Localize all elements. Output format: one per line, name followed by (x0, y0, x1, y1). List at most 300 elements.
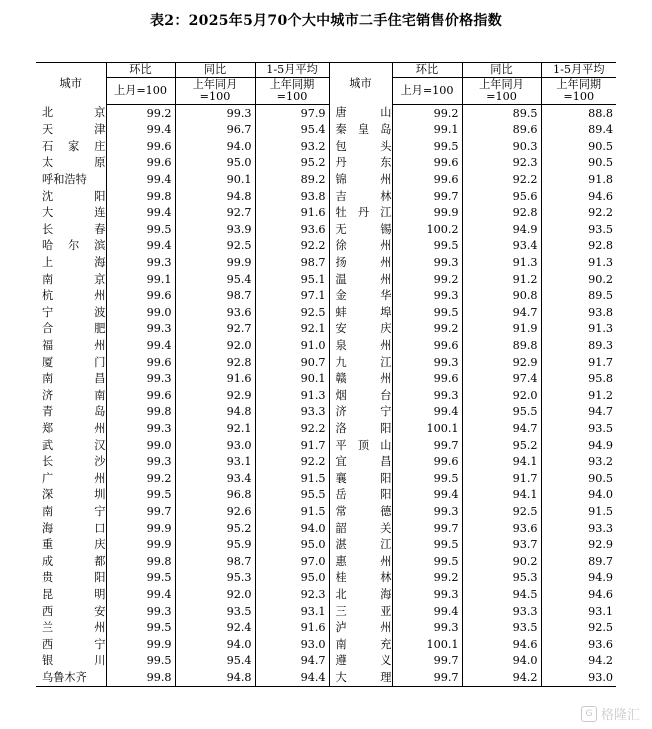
avg-value: 95.8 (541, 371, 616, 388)
table-body (36, 105, 616, 687)
city-header-right: 城市 (329, 63, 392, 105)
avg-value: 93.1 (255, 603, 329, 620)
city-name: 南 充 (335, 637, 392, 651)
city-name: 蚌 埠 (335, 305, 392, 319)
avg-value: 95.2 (255, 155, 329, 172)
mom-value: 99.1 (106, 271, 175, 288)
mom-value: 99.6 (392, 337, 462, 354)
avg-value: 93.2 (541, 453, 616, 470)
avg-value: 98.7 (255, 254, 329, 271)
avg-value: 94.7 (255, 653, 329, 670)
avg-value: 93.3 (541, 520, 616, 537)
yoy-value: 93.4 (175, 470, 255, 487)
table-row (36, 155, 616, 172)
mom-value: 99.8 (106, 404, 175, 421)
mom-value: 99.4 (392, 487, 462, 504)
avg-value: 92.2 (255, 420, 329, 437)
mom-value: 99.7 (392, 653, 462, 670)
mom-value: 99.6 (392, 453, 462, 470)
avg-value: 91.6 (255, 205, 329, 222)
table-row (36, 603, 616, 620)
yoy-value: 90.8 (462, 288, 541, 305)
city-name: 泉 州 (335, 339, 392, 352)
yoy-value: 95.2 (175, 520, 255, 537)
avg-value: 97.1 (255, 288, 329, 305)
yoy-value: 91.7 (462, 470, 541, 487)
table-row (36, 520, 616, 537)
yoy-value: 93.6 (175, 304, 255, 321)
yoy-value: 94.2 (462, 669, 541, 686)
mom-value: 99.8 (106, 669, 175, 686)
mom-value: 99.5 (392, 470, 462, 487)
table-row (36, 105, 616, 122)
mom-value: 99.5 (106, 570, 175, 587)
header-row-2 (36, 78, 616, 105)
yoy-value: 93.6 (462, 520, 541, 537)
city-name: 杭 州 (42, 289, 106, 303)
yoy-value: 93.7 (462, 536, 541, 553)
city-cell (329, 371, 392, 388)
city-name: 惠 州 (335, 554, 392, 568)
avg-header: 1-5月平均 (255, 63, 329, 78)
yoy-value: 89.8 (462, 337, 541, 354)
mom-value: 99.7 (392, 437, 462, 454)
table-row (36, 503, 616, 520)
avg-value: 93.5 (541, 221, 616, 238)
avg-value: 91.5 (541, 503, 616, 520)
city-cell (36, 155, 106, 172)
mom-value: 99.9 (392, 205, 462, 222)
mom-value: 99.4 (106, 337, 175, 354)
avg-value: 93.0 (541, 669, 616, 686)
city-cell (36, 138, 106, 155)
avg-value: 93.2 (255, 138, 329, 155)
mom-value: 99.3 (106, 254, 175, 271)
mom-value: 99.3 (392, 586, 462, 603)
avg-value: 93.6 (255, 221, 329, 238)
yoy-value: 90.2 (462, 553, 541, 570)
table-row (36, 337, 616, 354)
mom-value: 99.8 (106, 553, 175, 570)
yoy-value: 93.3 (462, 603, 541, 620)
city-cell (36, 337, 106, 354)
city-name: 济 南 (42, 388, 106, 402)
yoy-value: 93.4 (462, 238, 541, 255)
city-cell (36, 387, 106, 404)
city-name: 宜 昌 (335, 455, 392, 469)
city-cell (329, 138, 392, 155)
mom-value: 99.9 (106, 520, 175, 537)
city-name: 沈 阳 (42, 189, 106, 203)
yoy-value: 93.0 (175, 437, 255, 454)
yoy-value: 98.7 (175, 288, 255, 305)
city-name: 牡 丹 江 (335, 206, 392, 220)
header-row-1 (36, 63, 616, 78)
city-name: 南 昌 (42, 372, 106, 386)
mom-value: 99.6 (106, 138, 175, 155)
mom-value: 99.2 (392, 321, 462, 338)
city-cell (36, 636, 106, 653)
city-name: 石 家 庄 (42, 139, 106, 153)
yoy-value: 94.8 (175, 404, 255, 421)
table-row (36, 221, 616, 238)
city-name: 包 头 (335, 139, 392, 153)
yoy-value: 92.0 (175, 586, 255, 603)
table-row (36, 188, 616, 205)
city-cell (329, 122, 392, 139)
table-row (36, 420, 616, 437)
mom-value: 99.5 (392, 304, 462, 321)
city-cell (36, 437, 106, 454)
mom-value: 99.5 (392, 238, 462, 255)
city-cell (329, 271, 392, 288)
city-name: 武 汉 (42, 438, 106, 452)
table-row (36, 304, 616, 321)
city-cell (36, 321, 106, 338)
table-row (36, 453, 616, 470)
yoy-value: 92.0 (175, 337, 255, 354)
avg-value: 94.7 (541, 404, 616, 421)
avg-value: 91.5 (255, 503, 329, 520)
yoy-value: 94.8 (175, 669, 255, 686)
yoy-value: 91.3 (462, 254, 541, 271)
avg-value: 92.3 (255, 586, 329, 603)
mom-value: 99.9 (106, 536, 175, 553)
yoy-value: 90.1 (175, 171, 255, 188)
mom-value: 99.3 (392, 288, 462, 305)
mom-value: 100.1 (392, 420, 462, 437)
city-name: 宁 波 (42, 305, 106, 319)
avg-value: 94.0 (541, 487, 616, 504)
city-name: 唐 山 (335, 106, 392, 120)
mom-value: 99.7 (106, 503, 175, 520)
city-name: 广 州 (42, 471, 106, 485)
city-cell (329, 470, 392, 487)
avg-value: 94.2 (541, 653, 616, 670)
city-name: 长 春 (42, 222, 106, 236)
yoy-value: 91.6 (175, 371, 255, 388)
city-cell (36, 603, 106, 620)
table-row (36, 171, 616, 188)
mom-value: 99.7 (392, 520, 462, 537)
mom-value: 99.9 (106, 636, 175, 653)
city-name: 海 口 (42, 521, 106, 535)
avg-value: 90.7 (255, 354, 329, 371)
yoy-value: 95.5 (462, 404, 541, 421)
city-name: 厦 门 (42, 355, 106, 369)
city-name: 兰 州 (42, 621, 106, 635)
yoy-value: 97.4 (462, 371, 541, 388)
city-cell (329, 669, 392, 686)
hb-header: 环比 (106, 63, 175, 78)
city-cell (329, 437, 392, 454)
city-name: 太 原 (42, 156, 106, 170)
avg-subheader-right: 上年同期 =100 (541, 78, 616, 105)
avg-value: 91.7 (541, 354, 616, 371)
table-row (36, 437, 616, 454)
yoy-value: 96.7 (175, 122, 255, 139)
city-cell (36, 553, 106, 570)
city-cell (36, 470, 106, 487)
city-name: 桂 林 (335, 571, 392, 585)
city-cell (36, 304, 106, 321)
city-name: 烟 台 (335, 388, 392, 402)
city-name: 丹 东 (335, 156, 392, 170)
yoy-value: 94.6 (462, 636, 541, 653)
yoy-value: 94.5 (462, 586, 541, 603)
yoy-value: 91.2 (462, 271, 541, 288)
mom-value: 99.2 (392, 570, 462, 587)
yoy-value: 94.1 (462, 453, 541, 470)
mom-value: 99.5 (392, 536, 462, 553)
city-name: 南 宁 (42, 504, 106, 518)
city-cell (36, 586, 106, 603)
city-cell (36, 254, 106, 271)
yoy-value: 99.3 (175, 105, 255, 122)
avg-value: 91.0 (255, 337, 329, 354)
yoy-value: 92.5 (462, 503, 541, 520)
city-name: 西 安 (42, 604, 106, 618)
table-row (36, 570, 616, 587)
mom-value: 99.6 (106, 155, 175, 172)
city-name: 福 州 (42, 339, 106, 352)
avg-value: 88.8 (541, 105, 616, 122)
table-row (36, 205, 616, 222)
avg-value: 93.5 (541, 420, 616, 437)
table-row (36, 536, 616, 553)
avg-value: 91.3 (541, 254, 616, 271)
mom-value: 99.6 (392, 155, 462, 172)
avg-value: 90.5 (541, 138, 616, 155)
tb-header-right: 同比 (462, 63, 541, 78)
city-cell (36, 619, 106, 636)
table-row (36, 321, 616, 338)
mom-value: 99.3 (106, 321, 175, 338)
yoy-value: 95.3 (462, 570, 541, 587)
table-row (36, 271, 616, 288)
table-row (36, 288, 616, 305)
avg-value: 94.9 (541, 437, 616, 454)
city-cell (36, 171, 106, 188)
city-name: 九 江 (335, 355, 392, 369)
yoy-value: 95.4 (175, 271, 255, 288)
table-row (36, 254, 616, 271)
mom-value: 99.5 (106, 487, 175, 504)
city-name: 青 岛 (42, 405, 106, 419)
yoy-value: 99.9 (175, 254, 255, 271)
city-cell (329, 188, 392, 205)
yoy-value: 95.6 (462, 188, 541, 205)
hb-header-right: 环比 (392, 63, 462, 78)
avg-value: 97.9 (255, 105, 329, 122)
yoy-value: 94.0 (462, 653, 541, 670)
yoy-value: 90.3 (462, 138, 541, 155)
city-name: 泸 州 (335, 621, 392, 635)
mom-value: 99.4 (106, 122, 175, 139)
mom-value: 99.8 (106, 188, 175, 205)
mom-value: 99.3 (392, 354, 462, 371)
yoy-value: 92.1 (175, 420, 255, 437)
avg-value: 91.8 (541, 171, 616, 188)
city-name: 金 华 (335, 289, 392, 303)
avg-value: 94.0 (255, 520, 329, 537)
city-cell (36, 354, 106, 371)
city-cell (329, 288, 392, 305)
yoy-value: 92.2 (462, 171, 541, 188)
mom-value: 99.4 (106, 586, 175, 603)
table-row (36, 354, 616, 371)
city-cell (329, 636, 392, 653)
city-name: 赣 州 (335, 372, 392, 386)
city-cell (329, 354, 392, 371)
table-row (36, 371, 616, 388)
mom-value: 99.3 (392, 503, 462, 520)
city-cell (36, 520, 106, 537)
city-name: 银 川 (42, 654, 106, 668)
city-cell (329, 321, 392, 338)
avg-value: 91.2 (541, 387, 616, 404)
city-header: 城市 (36, 63, 106, 105)
avg-value: 91.5 (255, 470, 329, 487)
city-cell (329, 453, 392, 470)
city-name: 安 庆 (335, 322, 392, 336)
city-name: 常 德 (335, 504, 392, 518)
yoy-value: 96.8 (175, 487, 255, 504)
city-name: 济 宁 (335, 405, 392, 419)
mom-value: 99.5 (106, 221, 175, 238)
city-cell (329, 653, 392, 670)
mom-value: 99.1 (392, 122, 462, 139)
city-name: 三 亚 (335, 604, 392, 618)
yoy-value: 93.9 (175, 221, 255, 238)
mom-value: 99.3 (392, 387, 462, 404)
avg-value: 94.6 (541, 188, 616, 205)
yoy-value: 92.3 (462, 155, 541, 172)
mom-value: 99.0 (106, 304, 175, 321)
avg-value: 90.2 (541, 271, 616, 288)
mom-value: 100.1 (392, 636, 462, 653)
yoy-value: 95.9 (175, 536, 255, 553)
city-name: 郑 州 (42, 421, 106, 435)
avg-value: 91.7 (255, 437, 329, 454)
mom-value: 99.2 (392, 271, 462, 288)
avg-value: 93.8 (255, 188, 329, 205)
city-name: 岳 阳 (335, 488, 392, 502)
avg-value: 89.4 (541, 122, 616, 139)
mom-value: 99.7 (392, 188, 462, 205)
city-cell (36, 238, 106, 255)
yoy-value: 93.1 (175, 453, 255, 470)
city-name: 南 京 (42, 272, 106, 286)
city-cell (329, 238, 392, 255)
city-name: 重 庆 (42, 538, 106, 552)
yoy-value: 92.8 (175, 354, 255, 371)
yoy-value: 95.0 (175, 155, 255, 172)
yoy-value: 94.8 (175, 188, 255, 205)
city-name: 大 理 (335, 670, 392, 684)
city-cell (36, 122, 106, 139)
city-cell (36, 288, 106, 305)
city-name: 北 海 (335, 587, 392, 601)
mom-value: 99.2 (106, 470, 175, 487)
avg-value: 92.5 (255, 304, 329, 321)
table-row (36, 404, 616, 421)
logo-icon: G (581, 706, 597, 722)
city-cell (36, 503, 106, 520)
city-name: 哈 尔 滨 (42, 239, 106, 253)
mom-value: 99.4 (392, 603, 462, 620)
mom-value: 99.5 (106, 619, 175, 636)
city-cell (36, 420, 106, 437)
city-name: 上 海 (42, 256, 106, 270)
city-cell (36, 404, 106, 421)
city-name: 温 州 (335, 272, 392, 286)
mom-value: 99.2 (392, 105, 462, 122)
avg-value: 95.0 (255, 570, 329, 587)
avg-subheader: 上年同期 =100 (255, 78, 329, 105)
city-cell (36, 653, 106, 670)
mom-value: 99.4 (106, 171, 175, 188)
table-title: 表2：2025年5月70个大中城市二手住宅销售价格指数 (149, 13, 503, 29)
city-cell (329, 254, 392, 271)
city-name: 平 顶 山 (335, 438, 392, 452)
mom-value: 99.3 (392, 619, 462, 636)
yoy-value: 95.3 (175, 570, 255, 587)
city-cell (329, 155, 392, 172)
mom-value: 100.2 (392, 221, 462, 238)
city-name: 成 都 (42, 554, 106, 568)
city-cell (329, 205, 392, 222)
yoy-value: 98.7 (175, 553, 255, 570)
tb-header: 同比 (175, 63, 255, 78)
avg-value: 95.4 (255, 122, 329, 139)
yoy-value: 92.6 (175, 503, 255, 520)
avg-value: 93.1 (541, 603, 616, 620)
avg-value: 89.3 (541, 337, 616, 354)
mom-value: 99.6 (106, 354, 175, 371)
city-cell (36, 105, 106, 122)
city-name: 遵 义 (335, 654, 392, 668)
yoy-value: 94.7 (462, 304, 541, 321)
city-name: 乌鲁木齐 (42, 670, 87, 684)
city-name: 天 津 (42, 123, 106, 137)
mom-value: 99.5 (392, 553, 462, 570)
mom-value: 99.2 (106, 105, 175, 122)
yoy-value: 89.5 (462, 105, 541, 122)
city-cell (329, 221, 392, 238)
mom-value: 99.7 (392, 669, 462, 686)
avg-value: 94.9 (541, 570, 616, 587)
yoy-value: 89.6 (462, 122, 541, 139)
mom-value: 99.6 (392, 371, 462, 388)
table-row (36, 387, 616, 404)
mom-value: 99.5 (392, 138, 462, 155)
yoy-value: 93.5 (175, 603, 255, 620)
city-cell (36, 487, 106, 504)
watermark-text: 格隆汇 (600, 708, 640, 723)
avg-value: 90.5 (541, 155, 616, 172)
city-cell (329, 337, 392, 354)
city-cell (329, 570, 392, 587)
table-row (36, 636, 616, 653)
city-name: 呼和浩特 (42, 173, 87, 187)
hb-subheader: 上月=100 (106, 78, 175, 105)
avg-value: 92.9 (541, 536, 616, 553)
city-cell (329, 619, 392, 636)
yoy-value: 94.9 (462, 221, 541, 238)
city-cell (329, 603, 392, 620)
avg-value: 93.6 (541, 636, 616, 653)
